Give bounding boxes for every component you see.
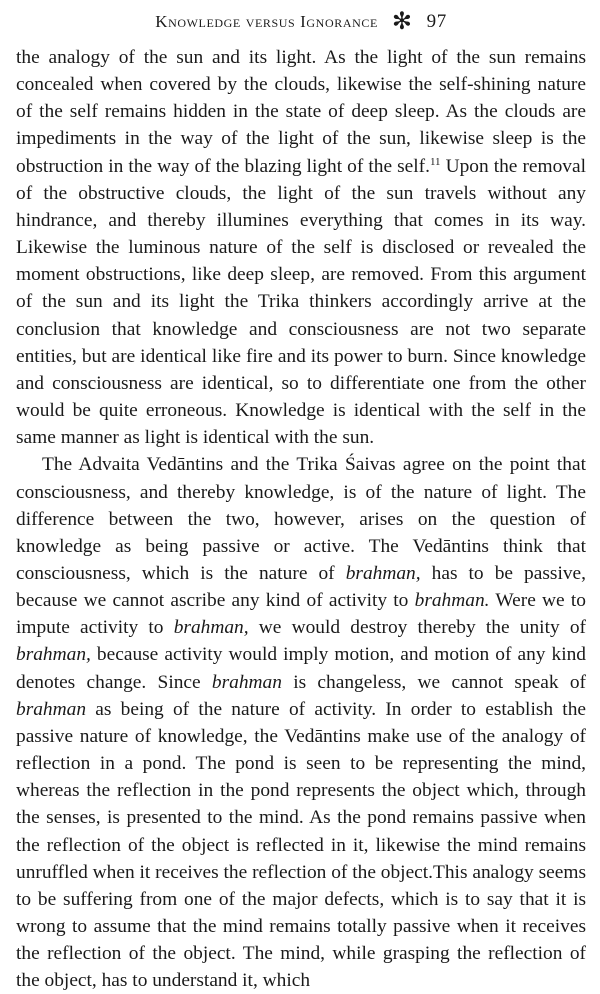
paragraph-2 bbox=[16, 451, 586, 994]
text-run: as being of the nature of activity. In order to establish the passive nature of knowledge, the Vedāntins make use of the analogy of reflection in a pond. The pond is seen to be representing the mind, whereas the reflection in the pond represents the object which, through the senses, is presented to the mind. As the pond remains passive when the reflection of the object is reflected in it, likewise the mind remains unruffled when it receives the reflection of the object.This analogy seems to be suffering from one of the major defects, which is to say that it is wrong to assume that the mind remains totally passive when it receives the reflection of the object. The mind, while grasping the reflection of the object, has to understand it, which bbox=[16, 698, 586, 992]
italic-term: brahman bbox=[211, 671, 282, 693]
body-text bbox=[16, 44, 586, 994]
italic-term: brahman, bbox=[16, 644, 91, 666]
footnote-ref: 11 bbox=[429, 155, 441, 168]
italic-term: brahman, bbox=[345, 562, 421, 584]
text-run: is changeless, we cannot speak of bbox=[281, 671, 586, 693]
italic-term: brahman bbox=[16, 698, 87, 720]
text-run: the analogy of the sun and its light. As the light of the sun remains concealed when covered by the clouds, likewise the self-shining nature of the self remains hidden in the state of deep sleep. As the clouds are impediments in the way of the light of the sun, likewise sleep is the obstruction in the way of the blazing light of the self. bbox=[16, 47, 586, 177]
page-number: 97 bbox=[426, 11, 447, 32]
italic-term: brahman. bbox=[414, 590, 490, 612]
text-run: because activity would imply motion, and motion of any kind denotes change. Since bbox=[16, 644, 586, 693]
text-run: Upon the removal of the obstructive clouds, the light of the sun travels without any hindrance, and thereby illumines everything that comes in its way. Likewise the luminous nature of the self is disclosed or revealed the moment obstructions, like deep sleep, are removed. From this argument of the sun and its light the Trika thinkers accordingly arrive at the conclusion that knowledge and consciousness are not two separate entities, but are identical like fire and its power to burn. Since knowledge and consciousness are identical, so to differentiate one from the other would be quite erroneous. Knowledge is identical with the self in the same manner as light is identical with the sun. bbox=[16, 155, 586, 449]
paragraph-1 bbox=[16, 44, 586, 451]
text-run: has to be passive, because we cannot ascribe any kind of activity to bbox=[16, 562, 586, 612]
text-run: The Advaita Vedāntins and the Trika Śaivas agree on the point that consciousness, and thereby knowledge, is of the nature of light. The difference between the two, however, arises on the question of knowledge as being passive or active. The Vedāntins think that consciousness, which is the nature of bbox=[16, 454, 586, 584]
text-run: Were we to impute activity to bbox=[16, 590, 586, 639]
asterisk-ornament-icon: ✻ bbox=[391, 9, 413, 35]
text-run: we would destroy thereby the unity of bbox=[248, 617, 586, 639]
running-head-title: Knowledge versus Ignorance bbox=[155, 12, 378, 31]
italic-term: brahman, bbox=[173, 617, 249, 639]
running-head bbox=[16, 0, 586, 44]
